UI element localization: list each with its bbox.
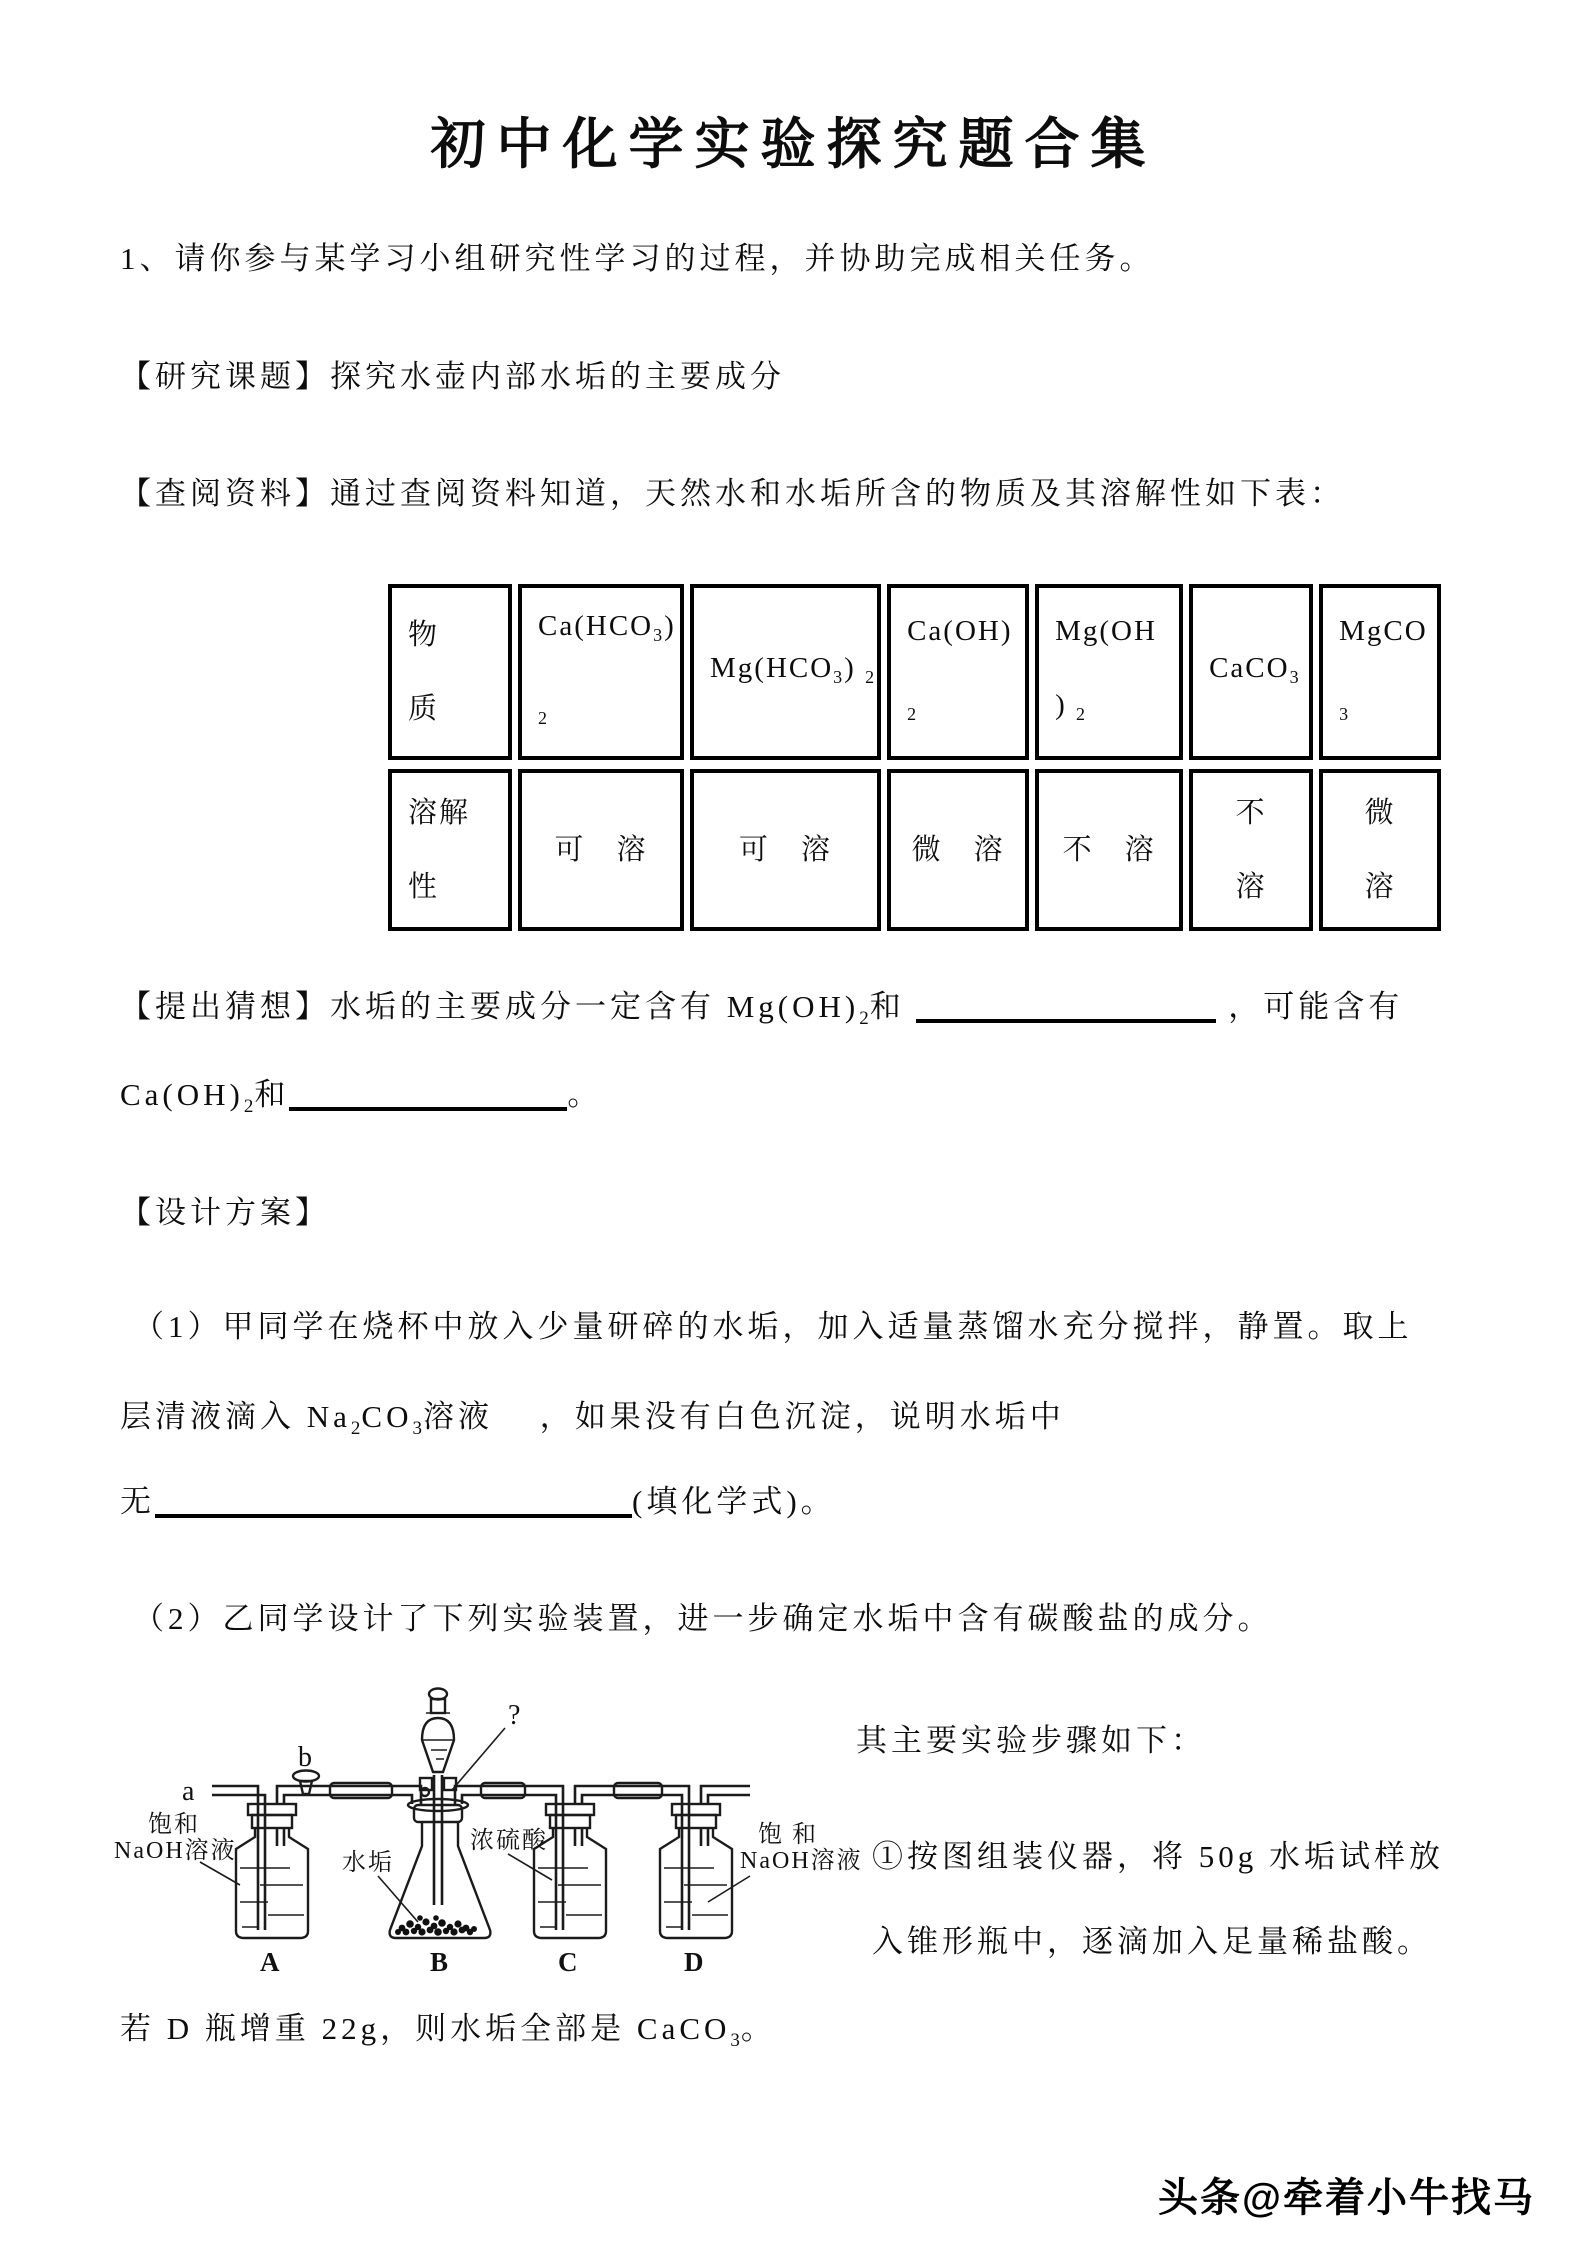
bottle-c-content-label: 浓硫酸 — [470, 1828, 548, 1854]
watermark: 头条@牵着小牛找马 — [1158, 2176, 1536, 2220]
table-row — [388, 769, 1441, 931]
substance-cell: $Ca(HCO_3)$ $_2$ — [518, 584, 684, 760]
substance-cell: $Mg(HCO_3)$ $_2$ — [690, 584, 881, 760]
substance-cell: Mg(OH ) $_2$ — [1035, 584, 1183, 760]
steps-intro: 其主要实验步骤如下： — [856, 1723, 1206, 1758]
solubility-cell: 不 溶 — [1189, 769, 1313, 931]
apparatus-diagram — [100, 1680, 880, 2000]
hypothesis-2: $Ca(OH)_2$和 。 — [120, 1077, 603, 1117]
naoh-a-leader-line — [200, 1862, 240, 1885]
question-mark-label: ? — [508, 1700, 521, 1731]
port-a-label: a — [182, 1776, 195, 1807]
solubility-cell: 微 溶 — [1319, 769, 1441, 931]
substance-cell: MgCO $_3$ — [1319, 584, 1441, 760]
solubility-cell: 可 溶 — [690, 769, 881, 931]
solubility-cell: 不 溶 — [1035, 769, 1183, 931]
plan-step-1a: （1）甲同学在烧杯中放入少量研碎的水垢，加入适量蒸馏水充分搅拌，静置。取上 — [133, 1309, 1413, 1344]
solubility-cell: 微 溶 — [887, 769, 1029, 931]
separatory-funnel — [420, 1689, 456, 1906]
solubility-cell: 可 溶 — [518, 769, 684, 931]
substance-cell: CaCO$_3$ — [1189, 584, 1313, 760]
bottle-a-content-label: 饱和 — [148, 1812, 200, 1838]
step-1a: ①按图组装仪器，将 50g 水垢试样放 — [872, 1839, 1444, 1874]
solubility-table — [382, 575, 1447, 940]
flask-B — [390, 1799, 491, 1938]
table-row — [388, 584, 1441, 760]
hypothesis-1: 【提出猜想】水垢的主要成分一定含有 $Mg(OH)_2$和 ，可能含有 — [120, 989, 1404, 1029]
plan-step-1c: 无 (填化学式)。 — [120, 1484, 836, 1519]
valve-b — [293, 1771, 319, 1795]
bottle-d-content-label: NaOH溶液 — [740, 1848, 863, 1874]
page-title: 初中化学实验探究题合集 — [430, 114, 1157, 175]
acid-leader-line — [508, 1854, 552, 1880]
valve-b-label: b — [298, 1742, 312, 1773]
bottle-a-content-label: NaOH溶液 — [114, 1838, 237, 1864]
vessel-letter-A: A — [260, 1947, 280, 1977]
plan-step-1b: 层清液滴入 $Na_2CO_3$溶液 ，如果没有白色沉淀，说明水垢中 — [120, 1399, 1065, 1439]
q1-intro: 1、请你参与某学习小组研究性学习的过程，并协助完成相关任务。 — [120, 241, 1155, 276]
reference-info: 【查阅资料】通过查阅资料知道，天然水和水垢所含的物质及其溶解性如下表： — [120, 476, 1345, 511]
naoh-d-leader-line — [708, 1876, 750, 1902]
substance-cell: 物 质 — [388, 584, 512, 760]
research-topic: 【研究课题】探究水壶内部水垢的主要成分 — [120, 359, 785, 394]
vessel-letter-C: C — [558, 1947, 578, 1977]
gas-tube — [277, 1786, 296, 1804]
solubility-cell: 溶解 性 — [388, 769, 512, 931]
bottle-D — [660, 1804, 732, 1938]
gas-tube — [296, 1786, 421, 1804]
gas-tube — [455, 1786, 563, 1804]
fill-in-blank — [289, 1097, 567, 1111]
vessel-letter-B: B — [430, 1947, 449, 1977]
flask-content-label: 水垢 — [342, 1850, 394, 1876]
gas-tube — [212, 1786, 265, 1804]
step-1b: 入锥形瓶中，逐滴加入足量稀盐酸。 — [872, 1924, 1432, 1959]
gas-tube — [575, 1786, 689, 1804]
gas-tube — [701, 1786, 750, 1804]
bottle-A — [236, 1804, 308, 1938]
design-plan-heading: 【设计方案】 — [120, 1195, 330, 1230]
plan-step-2: （2）乙同学设计了下列实验装置，进一步确定水垢中含有碳酸盐的成分。 — [133, 1601, 1273, 1636]
fill-in-blank — [155, 1504, 632, 1518]
scale-leader-line — [378, 1876, 418, 1922]
bottle-d-content-label: 饱 和 — [758, 1822, 818, 1848]
substance-cell: Ca(OH) $_2$ — [887, 584, 1029, 760]
vessel-letter-D: D — [684, 1947, 704, 1977]
scale-residue — [395, 1915, 477, 1936]
query-leader-line — [452, 1728, 505, 1790]
fill-in-blank — [916, 1009, 1216, 1023]
bottle-C — [534, 1804, 606, 1938]
conclusion: 若 D 瓶增重 22g，则水垢全部是 CaCO$_3$。 — [120, 2011, 776, 2051]
